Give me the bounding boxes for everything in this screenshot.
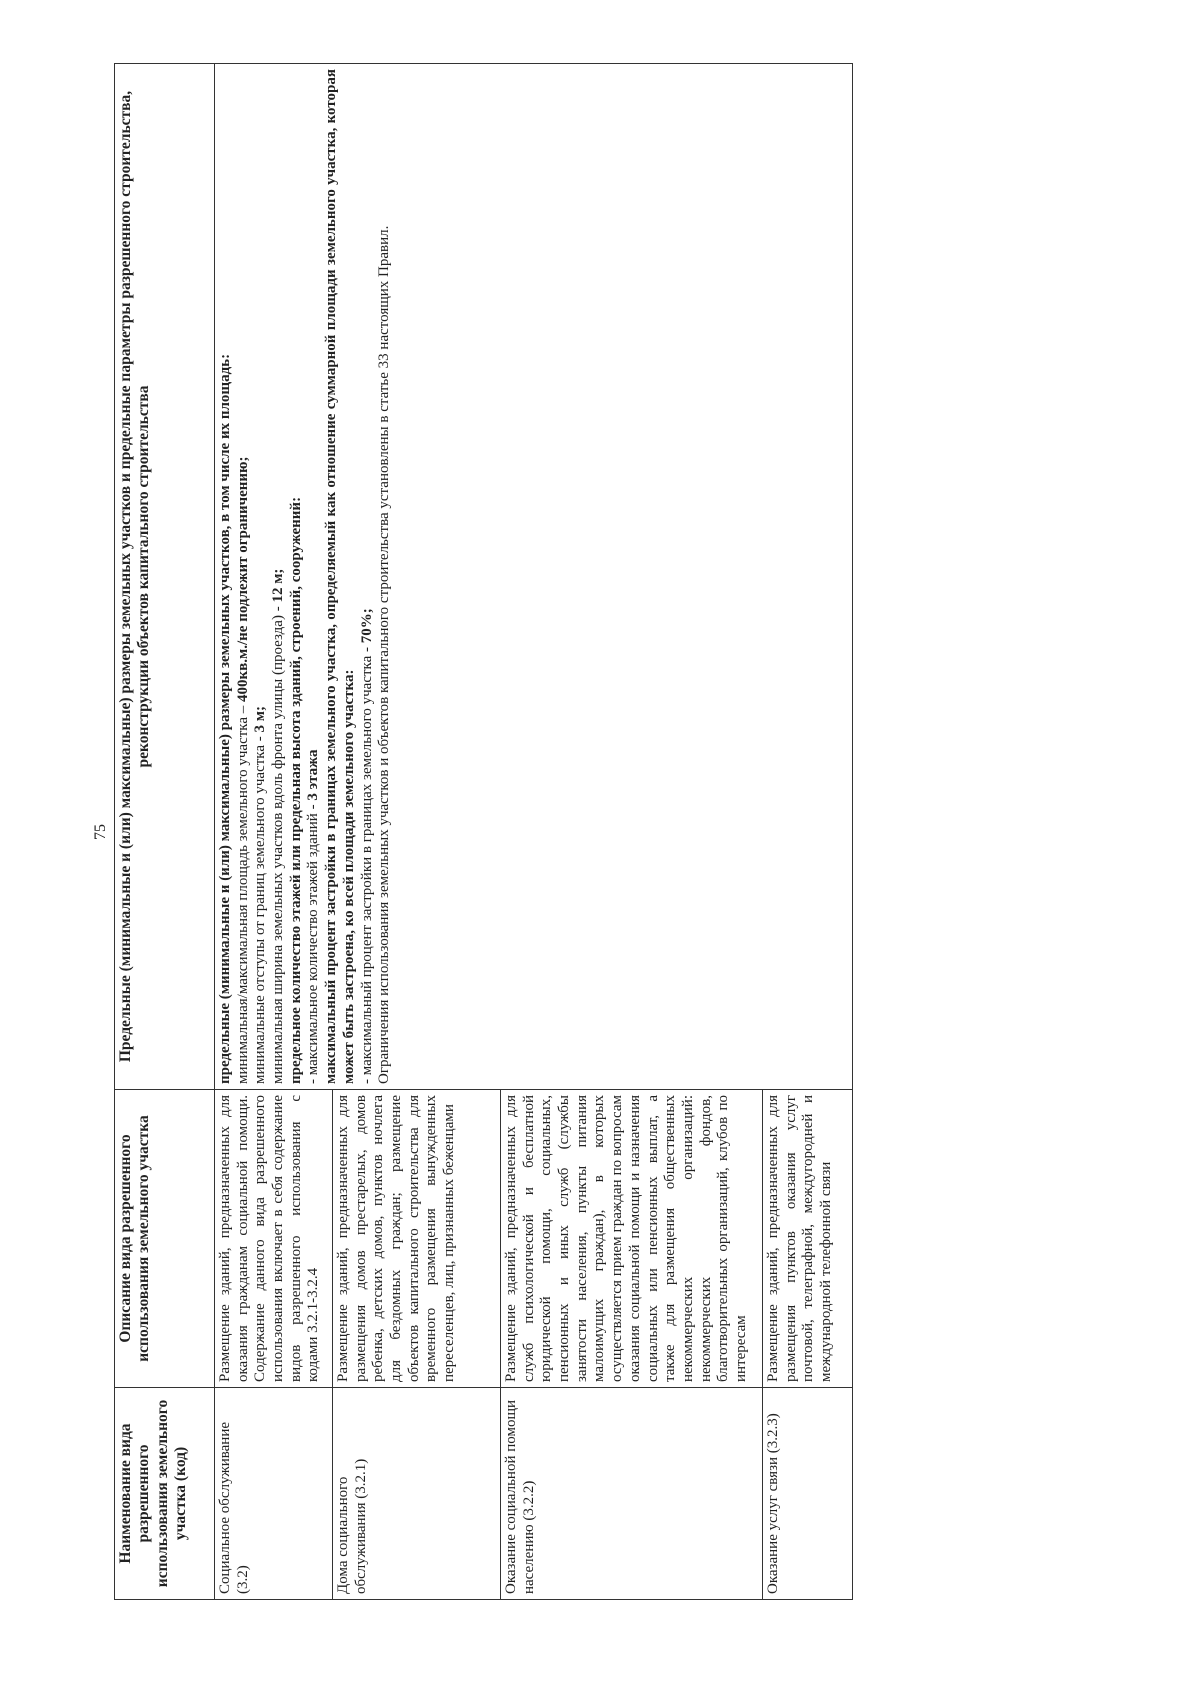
row-name: Социальное обслуживание (3.2) bbox=[215, 1388, 333, 1600]
param-restrictions: Ограничения использования земельных участков и объектов капитального строительства установлены в статье 33 настоящих Правил. bbox=[376, 225, 393, 1084]
row-description: Размещение зданий, предназначенных для размещения пунктов оказания услуг почтовой, телеграфной, междугородней и международной телефонной связи bbox=[763, 1090, 853, 1388]
param-area: минимальная/максимальная площадь земельного участка – 400кв.м./не подлежит ограничению; bbox=[234, 456, 251, 1084]
param-coverage: - максимальный процент застройки в границах земельного участка - 70%; bbox=[358, 608, 375, 1084]
parameters-cell bbox=[215, 64, 853, 1090]
table-row bbox=[215, 64, 333, 1600]
param-height-heading: предельное количество этажей или предельная высота зданий, строений, сооружений: bbox=[287, 496, 304, 1084]
table-header-row bbox=[115, 64, 215, 1600]
param-frontage: минимальная ширина земельных участков вдоль фронта улицы (проезда) - 12 м; bbox=[270, 568, 287, 1084]
header-description: Описание вида разрешенного использования земельного участка bbox=[115, 1090, 215, 1388]
document-page bbox=[90, 64, 1110, 1600]
row-name: Оказание социальной помощи населению (3.2.2) bbox=[501, 1388, 763, 1600]
param-size-heading: предельные (минимальные и (или) максимальные) размеры земельных участков, в том числе их площадь: bbox=[217, 353, 233, 1084]
land-use-table bbox=[114, 63, 853, 1600]
header-parameters: Предельные (минимальные и (или) максимальные) размеры земельных участков и предельные параметры разрешенного строительства, реконструкции объектов капитального строительства bbox=[115, 64, 215, 1090]
row-name: Дома социального обслуживания (3.2.1) bbox=[333, 1388, 501, 1600]
page-number: 75 bbox=[92, 824, 109, 840]
row-name: Оказание услуг связи (3.2.3) bbox=[763, 1388, 853, 1600]
row-description: Размещение зданий, предназначенных для оказания гражданам социальной помощи. Содержание данного вида разрешенного использования включает в себя содержание видов разрешенного использования с кодами 3.2.1-3.2.4 bbox=[215, 1090, 333, 1388]
param-floors: - максимальное количество этажей зданий - 3 этажа bbox=[305, 749, 322, 1084]
param-setbacks: минимальные отступы от границ земельного участка - 3 м; bbox=[252, 706, 269, 1084]
row-description: Размещение зданий, предназначенных для размещения домов престарелых, домов ребенка, детских домов, пунктов ночлега для бездомных граждан; размещение объектов капитального строительства для временного размещения вынужденных переселенцев, лиц, признанных беженцами bbox=[333, 1090, 501, 1388]
row-description: Размещение зданий, предназначенных для служб психологической и бесплатной юридической помощи, социальных, пенсионных и иных служб (службы занятости населения, пункты питания малоимущих граждан), в которых осуществляется прием граждан по вопросам оказания социальной помощи и назначения социальных или пенсионных выплат, а также для размещения общественных некоммерческих организаций: некоммерческих фондов, благотворительных организаций, клубов по интересам bbox=[501, 1090, 763, 1388]
param-coverage-heading: максимальный процент застройки в границах земельного участка, определяемый как отношение суммарной площади земельного участка, которая может быть застроена, ко всей площади земельного участка: bbox=[323, 69, 357, 1084]
header-name: Наименование вида разрешенного использования земельного участка (код) bbox=[115, 1388, 215, 1600]
